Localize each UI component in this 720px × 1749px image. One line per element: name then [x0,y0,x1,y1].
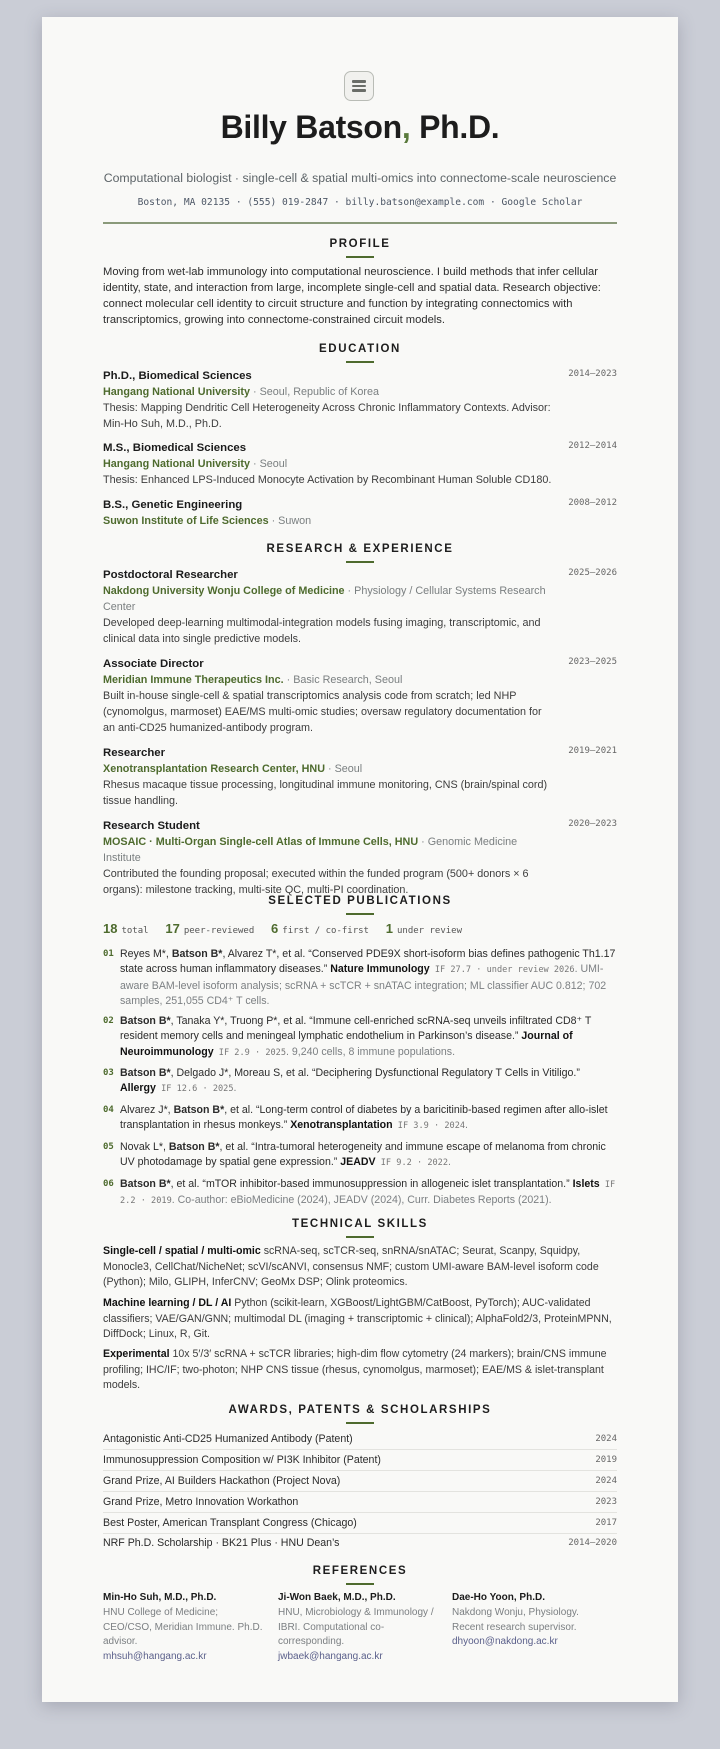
skills-heading: TECHNICAL SKILLS [103,1218,617,1238]
stat-label: under review [397,926,463,936]
skill-text: Python (scikit-learn, XGBoost/LightGBM/CatBoost, PyTorch); AUC-validated classifiers; VAE/GAN/GNN; multimodal DL (imaging + transcriptomic + clinical); AlphaFold2/3, ProteinMPNN, DiffDock; Linux, R, Git. [103,1297,612,1341]
award-row [103,1450,617,1471]
org-location: · Seoul [250,458,288,470]
reference-name: Dae-Ho Yoon, Ph.D. [452,1592,545,1603]
skill-group [103,1296,617,1343]
candidate-name [103,109,617,146]
citation-title: , et al. “mTOR inhibitor-based immunosuppression in allogeneic islet transplantation.” [170,1178,573,1190]
publication-number: 04 [103,1105,114,1115]
stat-number: 17 [165,921,180,936]
education-entry [103,441,617,488]
education-entry [103,369,617,432]
entry-desc: Thesis: Enhanced LPS-Induced Monocyte Activation by Recombinant Human Soluble CD180. [103,474,552,486]
experience-entry [103,568,617,647]
publication-citation [120,1014,617,1061]
profile-heading: PROFILE [103,238,617,258]
journal-name: Islets [572,1178,600,1190]
publication-citation [120,1140,617,1172]
award-year: 2014–2020 [568,1538,617,1548]
publication-notes: . Co-author: eBioMedicine (2024), JEADV (2024), Curr. Diabetes Reports (2021). [171,1194,552,1207]
education-entry [103,498,617,529]
experience-heading: RESEARCH & EXPERIENCE [103,543,617,563]
stat-number: 18 [103,921,118,936]
publication-citation [120,1177,617,1210]
skill-text: scRNA-seq, scTCR-seq, snRNA/snATAC; Seurat, Scanpy, Squidpy, Monocle3, CellChat/NicheNet; scVI/scANVI, consensus NMF; custom UMI-aware BAM-level isoform code (Python); Milo, GLIPH, InferCNV; GeoMx DSP; Olink proteomics. [103,1245,599,1289]
publication-item [103,1103,617,1135]
org-location: · Suwon [268,515,312,527]
author-self: Batson B* [120,1067,171,1079]
entry-org [103,672,553,688]
reference-email[interactable]: dhyoon@nakdong.ac.kr [452,1636,558,1648]
org-location: · Seoul [325,763,363,775]
citation-title: , et al. “Intra-tumoral heterogeneity and immune escape of melanoma from chronic UV photodamage by spatial gene expression.” [120,1141,606,1169]
skill-label: Single-cell / spatial / multi-omic [103,1245,261,1257]
entry-desc: Built in-house single-cell & spatial transcriptomics analysis code from scratch; led NHP (cynomolgus, marmoset) EAE/MS multi-omic studies; oversaw regulatory documentation for an anti-CD25 humanized-antibody program. [103,690,542,734]
impact-factor: IF 3.9 · 2024 [392,1121,466,1132]
entry-date: 2025–2026 [568,568,617,578]
entry-title: Research Student [103,820,200,832]
journal-name: Nature Immunology [330,963,430,976]
org-location: · Basic Research, Seoul [283,674,403,686]
publication-notes: . [465,1119,468,1132]
entry-title: Ph.D., Biomedical Sciences [103,370,252,382]
references-heading: REFERENCES [103,1565,617,1585]
citation-title: , Tanaka Y*, Truong P*, et al. “Immune cell-enriched scRNA-seq unveils infiltrated CD8⁺ T resident memory cells and meningeal lymphatic endothelium in Parkinson’s disease.” [120,1015,592,1043]
citation-title: , Alvarez T*, et al. “Conserved PDE9X short-isoform bias defines pathogenic Th1.17 state across human inflammatory diseases.” [120,948,616,976]
entry-date: 2019–2021 [568,746,617,756]
publication-citation [120,1103,617,1135]
org-location: · Seoul, Republic of Korea [250,386,380,398]
publication-stats [103,921,476,936]
award-year: 2024 [595,1476,617,1486]
org-name: Suwon Institute of Life Sciences [103,515,269,527]
entry-date: 2020–2023 [568,819,617,829]
journal-name: Xenotransplantation [290,1119,393,1132]
award-year: 2019 [595,1455,617,1465]
award-row [103,1429,617,1450]
experience-entry [103,746,617,809]
author-self: Batson B* [120,1015,171,1027]
award-row [103,1471,617,1492]
entry-title: Researcher [103,747,166,759]
name-comma: , [401,109,411,145]
publication-number: 03 [103,1068,114,1078]
name-text: Billy Batson [220,109,402,145]
award-year: 2023 [595,1497,617,1507]
reference-desc: Nakdong Wonju, Physiology. Recent research supervisor. [452,1606,579,1633]
header-divider [103,222,617,224]
entry-desc: Developed deep-learning multimodal-integration models fusing imaging, transcriptomic, and clinical data into single predictive models. [103,617,541,645]
name-suffix: Ph.D. [410,109,500,145]
publication-notes: . [233,1082,237,1095]
publication-citation [120,1066,617,1098]
entry-date: 2014–2023 [568,369,617,379]
reference-card [103,1591,263,1665]
reference-email[interactable]: mhsuh@hangang.ac.kr [103,1651,207,1663]
skill-text: 10x 5′/3′ scRNA + scTCR libraries; high-dim flow cytometry (24 markers); brain/CNS immune profiling; IHC/IF; two-photon; NHP CNS tissue (rhesus, cynomolgus, marmoset); EAE/MS & islet-transplant models. [103,1348,607,1392]
entry-date: 2008–2012 [568,498,617,508]
entry-date: 2023–2025 [568,657,617,667]
journal-name: Journal of Neuroimmunology [120,1030,573,1058]
publication-number: 02 [103,1016,114,1026]
entry-desc: Rhesus macaque tissue processing, longitudinal immune monitoring, CNS (brain/spinal cord) tissue handling. [103,779,548,807]
entry-org [103,834,553,866]
org-name: Nakdong University Wonju College of Medicine [103,585,345,597]
skill-label: Experimental [103,1348,170,1360]
reference-card [278,1591,438,1665]
org-name: Xenotransplantation Research Center, HNU [103,763,325,775]
skill-group [103,1244,617,1291]
publication-number: 05 [103,1142,114,1152]
impact-factor: IF 2.2 · 2019 [120,1180,616,1207]
award-name: Grand Prize, AI Builders Hackathon (Project Nova) [103,1475,341,1487]
publication-item [103,1066,617,1098]
contact-line[interactable]: Boston, MA 02135 · (555) 019-2847 · billy.batson@example.com · Google Scholar [137,197,583,208]
entry-org [103,456,553,472]
skill-label: Machine learning / DL / AI [103,1297,232,1309]
resume-page [42,17,678,1702]
reference-name: Min-Ho Suh, M.D., Ph.D. [103,1592,217,1603]
award-year: 2017 [595,1518,617,1528]
reference-email[interactable]: jwbaek@hangang.ac.kr [278,1651,383,1663]
education-heading: EDUCATION [103,343,617,363]
entry-org [103,384,553,400]
reference-card [452,1591,612,1650]
award-row [103,1492,617,1513]
entry-org [103,513,553,529]
impact-factor: IF 2.9 · 2025 [213,1047,287,1058]
reference-desc: HNU College of Medicine; CEO/CSO, Meridian Immune. Ph.D. advisor. [103,1606,263,1648]
journal-name: JEADV [340,1156,376,1169]
stat-label: first / co-first [282,926,369,936]
award-year: 2024 [595,1434,617,1444]
author-self: Batson B* [168,1141,220,1153]
journal-name: Allergy [120,1082,156,1095]
authors-before: Alvarez J*, [120,1104,174,1116]
publication-citation [120,947,617,1010]
entry-title: M.S., Biomedical Sciences [103,442,247,454]
org-location: · Genomic Medicine Institute [103,836,518,864]
stat-label: total [121,926,149,936]
entry-date: 2012–2014 [568,441,617,451]
entry-desc: Contributed the founding proposal; executed within the funded program (500+ donors × 6 organs): milestone tracking, multi-site QC, multi-PI coordination. [103,868,529,896]
stat-label: peer-reviewed [183,926,255,936]
org-name: Hangang National University [103,458,250,470]
award-name: NRF Ph.D. Scholarship · BK21 Plus · HNU Dean’s [103,1537,340,1549]
skill-group [103,1347,617,1394]
author-self: Batson B* [120,1178,171,1190]
author-self: Batson B* [173,1104,225,1116]
award-row [103,1533,617,1553]
impact-factor: IF 27.7 · under review 2026 [429,965,575,976]
entry-title: B.S., Genetic Engineering [103,499,243,511]
stat-number: 1 [385,921,393,936]
impact-factor: IF 9.2 · 2022 [375,1158,449,1169]
publication-item [103,947,617,1010]
publication-number: 01 [103,949,114,959]
awards-heading: AWARDS, PATENTS & SCHOLARSHIPS [103,1404,617,1424]
tagline: Computational biologist · single-cell & spatial multi-omics into connectome-scale neuroscience [103,171,617,185]
publication-number: 06 [103,1179,114,1189]
citation-title: , Delgado J*, Moreau S, et al. “Deciphering Dysfunctional Regulatory T Cells in Vitiligo.” [170,1067,580,1079]
author-self: Batson B* [171,948,223,960]
citation-title: , et al. “Long-term control of diabetes by a baricitinib-based regimen after allo-islet transplantation in rhesus monkeys.” [120,1104,608,1132]
entry-title: Postdoctoral Researcher [103,569,238,581]
org-name: MOSAIC · Multi-Organ Single-cell Atlas of Immune Cells, HNU [103,836,419,848]
award-name: Grand Prize, Metro Innovation Workathon [103,1496,299,1508]
award-name: Best Poster, American Transplant Congress (Chicago) [103,1517,357,1529]
org-name: Meridian Immune Therapeutics Inc. [103,674,284,686]
entry-title: Associate Director [103,658,204,670]
publication-item [103,1177,617,1210]
menu-lines-icon [344,71,374,101]
org-name: Hangang National University [103,386,250,398]
entry-desc: Thesis: Mapping Dendritic Cell Heterogeneity Across Chronic Inflammatory Contexts. Advisor: Min-Ho Suh, M.D., Ph.D. [103,402,551,430]
experience-entry [103,657,617,736]
org-location: · Physiology / Cellular Systems Research Center [103,585,546,613]
publication-notes: . UMI-aware BAM-level isoform analysis; scRNA + scTCR + snATAC integration; ML classifier AUC 0.812; 702 samples, 251,055 CD4⁺ T cells. [120,963,607,1008]
publication-notes: . [448,1156,451,1169]
publication-item [103,1014,617,1061]
impact-factor: IF 12.6 · 2025 [155,1084,234,1095]
publication-item [103,1140,617,1172]
award-name: Immunosuppression Composition w/ PI3K Inhibitor (Patent) [103,1454,381,1466]
award-row [103,1513,617,1534]
reference-desc: HNU, Microbiology & Immunology / IBRI. Computational co-corresponding. [278,1606,434,1648]
entry-org [103,583,553,615]
publication-notes: . 9,240 cells, 8 immune populations. [286,1045,456,1058]
stat-number: 6 [271,921,279,936]
authors-before: Reyes M*, [120,948,172,960]
entry-org [103,761,553,777]
reference-name: Ji-Won Baek, M.D., Ph.D. [278,1592,396,1603]
authors-before: Novak L*, [120,1141,169,1153]
profile-text: Moving from wet-lab immunology into computational neuroscience. I build methods that infer cellular identity, state, and interaction from large, incomplete single-cell and spatial data. Research objective: connect molecular cell identity to circuit structure and function by integrating connectomics with transcriptomics, growing into connectome-constrained circuit models. [103,266,601,326]
publications-heading: SELECTED PUBLICATIONS [103,895,617,915]
award-name: Antagonistic Anti-CD25 Humanized Antibody (Patent) [103,1433,353,1445]
experience-entry [103,819,617,898]
